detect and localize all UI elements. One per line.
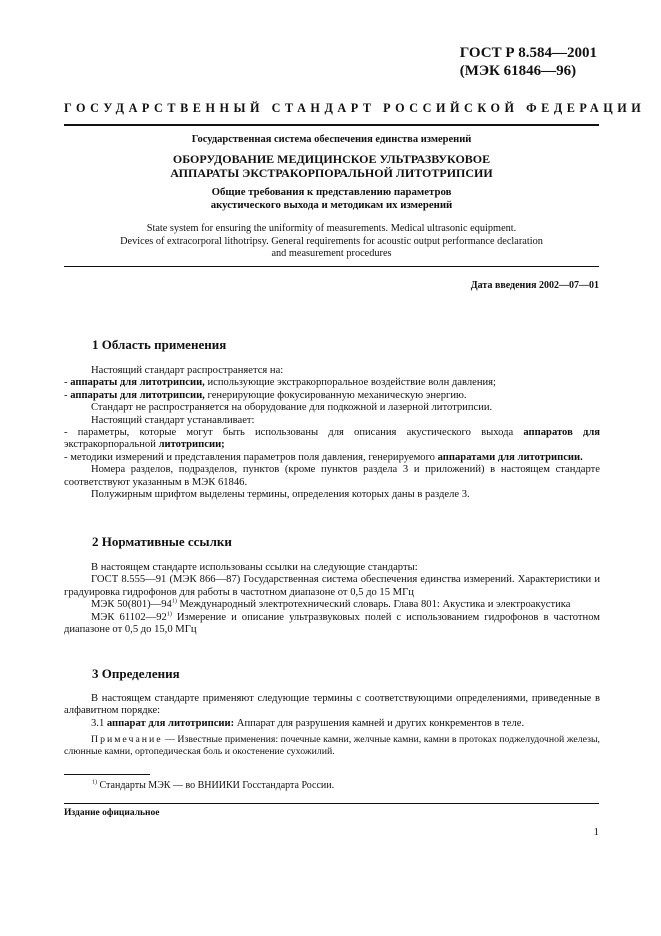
footnote-rule — [64, 774, 150, 775]
page-number: 1 — [593, 826, 599, 838]
list-item: - аппараты для литотрипсии, использующие экстракорпоральное воздействие волн давления; — [64, 377, 496, 389]
term-bold: аппарат для литотрипсии: — [106, 717, 235, 729]
footnote-mark: 1) — [166, 611, 172, 618]
reference-code: МЭК 50(801)—94 — [91, 599, 172, 611]
document-title — [64, 152, 599, 180]
note-text: — Известные применения: почечные камни, желчные камни, камни в протоках поджелудочной железы, слюнные камни, ортопедическая боль и окостенение сухожилий. — [64, 734, 600, 758]
term-bold: аппаратами для литотрипсии. — [437, 451, 583, 463]
subtitle-line1: Общие требования к представлению параметров — [211, 186, 452, 198]
section1-paragraph: Настоящий стандарт распространяется на: — [91, 365, 284, 376]
note — [64, 734, 600, 758]
section2-heading: 2 Нормативные ссылки — [92, 534, 232, 549]
term-bold: аппаратов для — [523, 427, 601, 439]
reference-item — [64, 599, 600, 611]
list-item-text: экстракорпоральной — [64, 439, 159, 451]
introduction-date: Дата введения 2002—07—01 — [470, 280, 599, 291]
section2-paragraph: В настоящем стандарте использованы ссылки на следующие стандарты: — [91, 562, 418, 573]
section3-heading: 3 Определения — [92, 666, 180, 681]
english-title — [64, 223, 599, 261]
list-item-text: методики измерений и представления параметров поля давления, генерируемого — [70, 451, 438, 463]
section1-paragraph: Настоящий стандарт устанавливает: — [91, 414, 255, 426]
section1-heading: 1 Область применения — [92, 337, 227, 352]
footer-rule — [64, 803, 599, 804]
gost-code — [460, 44, 597, 80]
edition-label: Издание официальное — [64, 808, 160, 818]
section3-paragraph: В настоящем стандарте применяют следующие термины с соответствующими определениями, приведенные в алфавитном порядке: — [64, 693, 600, 717]
list-item-text: параметры, которые могут быть использованы для описания акустического выхода — [77, 427, 524, 439]
term-bold: литотрипсии; — [158, 439, 225, 451]
header-rule — [64, 124, 599, 126]
section1-paragraph: Номера разделов, подразделов, пунктов (кроме пунктов раздела 3 и приложений) в настоящем стандарте соответствуют указанным в МЭК 61846. — [64, 464, 600, 488]
definition-item — [64, 718, 600, 730]
footnote-text: Стандарты МЭК — во ВНИИКИ Госстандарта России. — [99, 780, 335, 791]
term-number: 3.1 — [91, 717, 107, 729]
footnote-mark: 1) — [92, 779, 97, 786]
reference-text: Измерение и описание ультразвуковых полей с использованием гидрофонов в частотном диапазоне от 0,5 до 15,0 МГц — [64, 611, 601, 636]
footnote-mark: 1) — [171, 598, 177, 605]
title-rule — [64, 266, 599, 267]
list-item-text: генерирующие фокусированную механическую энергию. — [204, 389, 467, 401]
gost-code-line1: ГОСТ Р 8.584—2001 — [459, 45, 597, 61]
list-item: - параметры, которые могут быть использованы для описания акустического выхода аппаратов для экстракорпоральной литотрипсии; — [64, 427, 601, 451]
reference-item — [64, 612, 600, 637]
note-label: Примечание — [91, 734, 163, 746]
term-definition: Аппарат для разрушения камней и других конкрементов в теле. — [234, 717, 525, 729]
document-subtitle — [64, 186, 599, 211]
section1-paragraph: Полужирным шрифтом выделены термины, определения которых даны в разделе 3. — [91, 489, 470, 501]
english-title-line1: State system for ensuring the uniformity of measurements. Medical ultrasonic equipment. — [146, 223, 517, 234]
reference-code: МЭК 61102—92 — [91, 611, 167, 623]
term-bold: аппараты для литотрипсии, — [70, 389, 205, 401]
footnote — [92, 780, 334, 791]
english-title-line2: Devices of extracorporal lithotripsy. General requirements for acoustic output performance declaration — [120, 235, 543, 247]
list-item: - аппараты для литотрипсии, генерирующие фокусированную механическую энергию. — [64, 389, 467, 401]
section2-body — [64, 562, 600, 636]
gost-code-line2: (МЭК 61846—96) — [459, 63, 577, 79]
title-line1: ОБОРУДОВАНИЕ МЕДИЦИНСКОЕ УЛЬТРАЗВУКОВОЕ — [172, 152, 491, 166]
list-item-text: использующие экстракорпоральное воздействие волн давления; — [204, 377, 496, 389]
section3-body — [64, 693, 600, 758]
state-standard-title: ГОСУДАРСТВЕННЫЙ СТАНДАРТ РОССИЙСКОЙ ФЕДЕРАЦИИ — [64, 101, 646, 115]
reference-item: ГОСТ 8.555—91 (МЭК 866—87) Государственная система обеспечения единства измерений. Характеристики и градуировка гидрофонов для работы в частотном диапазоне от 0,5 до 15 МГц — [64, 574, 600, 598]
english-title-line3: and measurement procedures — [271, 248, 392, 259]
term-bold: аппараты для литотрипсии, — [70, 377, 205, 389]
system-title: Государственная система обеспечения единства измерений — [191, 134, 472, 145]
list-item: - методики измерений и представления параметров поля давления, генерируемого аппаратами для литотрипсии. — [64, 451, 583, 463]
section1-paragraph: Стандарт не распространяется на оборудование для подкожной и лазерной литотрипсии. — [91, 402, 493, 414]
title-line2: АППАРАТЫ ЭКСТРАКОРПОРАЛЬНОЙ ЛИТОТРИПСИИ — [170, 166, 493, 180]
subtitle-line2: акустического выхода и методикам их измерений — [210, 198, 453, 211]
reference-text: Международный электротехнический словарь. Глава 801: Акустика и электроакустика — [176, 599, 571, 611]
section1-body — [64, 365, 600, 501]
